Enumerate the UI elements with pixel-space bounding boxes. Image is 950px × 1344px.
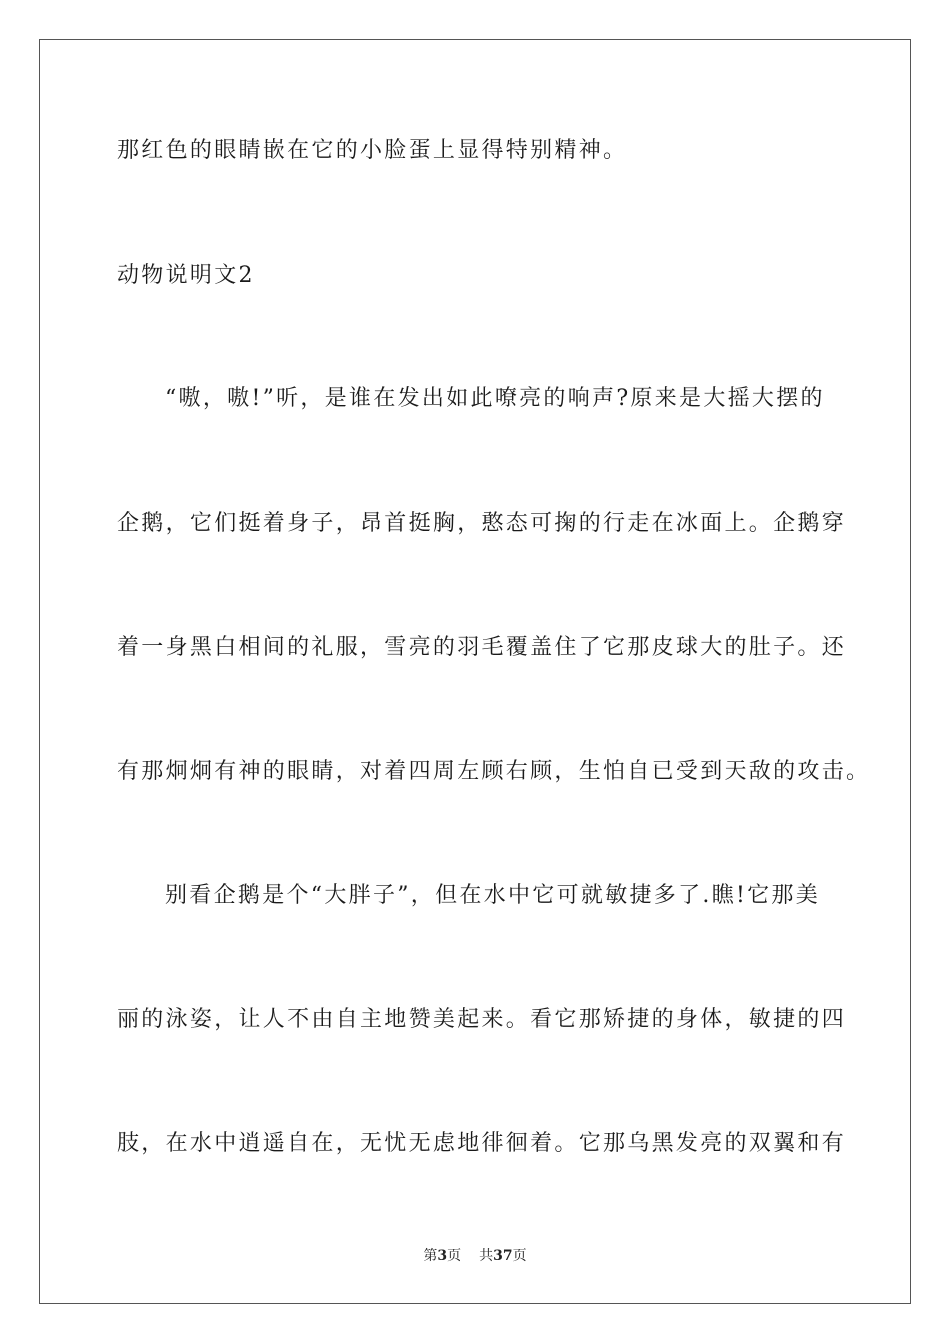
page-prefix: 第 <box>423 1248 438 1264</box>
paragraph-line: 肢，在水中逍遥自在，无忧无虑地徘徊着。它那乌黑发亮的双翼和有 <box>117 1131 847 1156</box>
paragraph-line: 着一身黑白相间的礼服，雪亮的羽毛覆盖住了它那皮球大的肚子。还 <box>117 635 847 660</box>
page-border <box>39 39 911 1304</box>
total-pages: 37 <box>493 1248 513 1264</box>
paragraph-line: 企鹅，它们挺着身子，昂首挺胸，憨态可掬的行走在冰面上。企鹅穿 <box>117 511 847 536</box>
total-prefix: 共 <box>479 1248 494 1264</box>
paragraph-line: 那红色的眼睛嵌在它的小脸蛋上显得特别精神。 <box>117 138 628 163</box>
paragraph-line: 别看企鹅是个“大胖子”，但在水中它可就敏捷多了.瞧!它那美 <box>165 883 821 908</box>
page-suffix: 页 <box>447 1248 462 1264</box>
paragraph-line: 有那炯炯有神的眼睛，对着四周左顾右顾，生怕自已受到天敌的攻击。 <box>117 759 871 784</box>
total-suffix: 页 <box>512 1248 527 1264</box>
page-footer <box>0 1247 950 1265</box>
page-number: 3 <box>437 1248 448 1264</box>
paragraph-line: “嗷，嗷!”听，是谁在发出如此嘹亮的响声?原来是大摇大摆的 <box>165 386 825 411</box>
paragraph-line: 丽的泳姿，让人不由自主地赞美起来。看它那矫捷的身体，敏捷的四 <box>117 1007 847 1032</box>
section-heading: 动物说明文2 <box>117 263 255 288</box>
